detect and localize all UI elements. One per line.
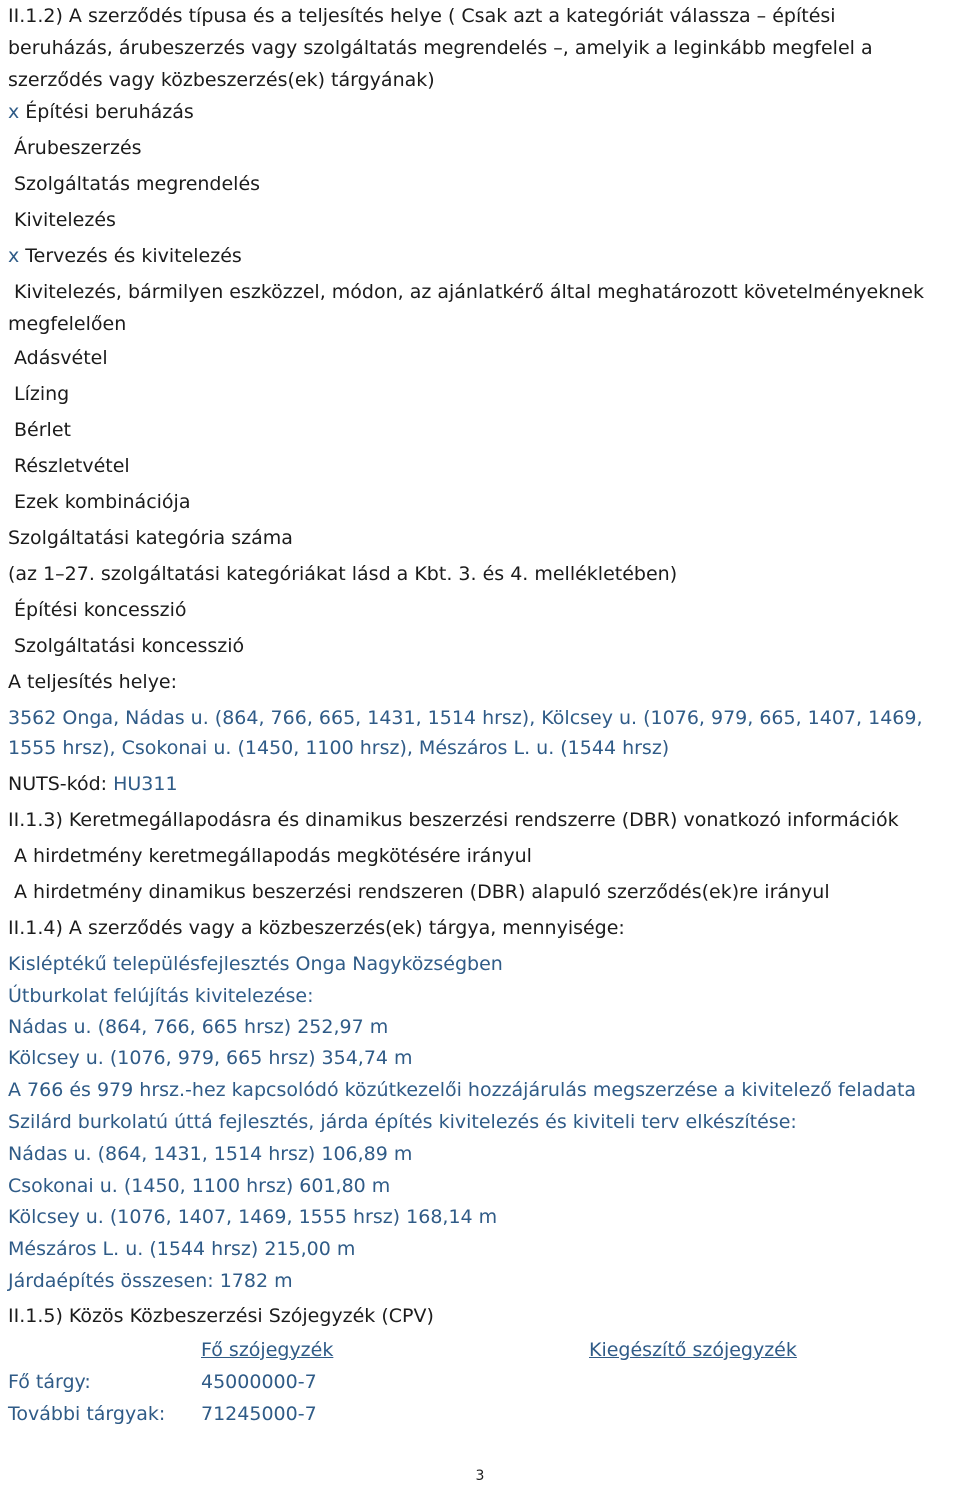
targy-line: Szilárd burkolatú úttá fejlesztés, járda építés kivitelezés és kiviteli terv elkészítése:	[8, 1111, 797, 1133]
option-kivitelezes-barmilyen-line-2: megfelelően	[8, 313, 127, 335]
section-heading-ii-1-2-line-3: szerződés vagy közbeszerzés(ek) tárgyának)	[8, 69, 435, 91]
option-kivitelezes: Kivitelezés	[14, 209, 116, 231]
section-heading-ii-1-3: II.1.3) Keretmegállapodásra és dinamikus beszerzési rendszerre (DBR) vonatkozó információk	[8, 809, 899, 831]
option-adasvetel: Adásvétel	[14, 347, 108, 369]
nuts-kod	[8, 772, 178, 796]
szolgaltatasi-kategoria-label: Szolgáltatási kategória száma	[8, 527, 293, 549]
targy-line: Nádas u. (864, 766, 665 hrsz) 252,97 m	[8, 1016, 389, 1038]
targy-line: Nádas u. (864, 1431, 1514 hrsz) 106,89 m	[8, 1143, 413, 1165]
option-arubeszerzes: Árubeszerzés	[14, 137, 142, 159]
targy-line: Kisléptékű településfejlesztés Onga Nagyközségben	[8, 953, 503, 975]
option-reszletvetel: Részletvétel	[14, 455, 130, 477]
targy-line: Csokonai u. (1450, 1100 hrsz) 601,80 m	[8, 1175, 391, 1197]
selected-mark: x	[8, 101, 20, 123]
nuts-label: NUTS-kód:	[8, 773, 108, 795]
option-berlet: Bérlet	[14, 419, 71, 441]
option-lizing: Lízing	[14, 383, 70, 405]
cpv-tovabbi-targyak-label: További tárgyak:	[8, 1403, 166, 1425]
page-number: 3	[475, 1468, 485, 1484]
option-keretmegallapodas: A hirdetmény keretmegállapodás megkötésére irányul	[14, 845, 532, 867]
targy-line: Mészáros L. u. (1544 hrsz) 215,00 m	[8, 1238, 356, 1260]
targy-line: A 766 és 979 hrsz.-hez kapcsolódó közútkezelői hozzájárulás megszerzése a kivitelező feladata	[8, 1079, 917, 1101]
option-tervezes-es-kivitelezes	[8, 244, 242, 268]
option-kivitelezes-barmilyen-line-1: Kivitelezés, bármilyen eszközzel, módon, az ajánlatkérő által meghatározott követelményeknek	[14, 281, 924, 303]
cpv-fo-szojegyzek-header: Fő szójegyzék	[201, 1339, 334, 1361]
targy-line: Útburkolat felújítás kivitelezése:	[8, 985, 314, 1007]
cpv-kiegeszito-szojegyzek-header: Kiegészítő szójegyzék	[589, 1339, 797, 1361]
cpv-fo-targy-label: Fő tárgy:	[8, 1371, 91, 1393]
option-epitesi-koncesszio: Építési koncesszió	[14, 599, 187, 621]
option-label: Építési beruházás	[25, 101, 194, 123]
nuts-value: HU311	[113, 773, 178, 795]
option-label: Tervezés és kivitelezés	[25, 245, 242, 267]
section-heading-ii-1-2-line-2: beruházás, árubeszerzés vagy szolgáltatás megrendelés –, amelyik a leginkább megfelel a	[8, 37, 873, 59]
teljesites-helye-label: A teljesítés helye:	[8, 671, 178, 693]
targy-line: Járdaépítés összesen: 1782 m	[8, 1270, 293, 1292]
option-epitesi-beruhazas	[8, 100, 194, 124]
targy-line: Kölcsey u. (1076, 979, 665 hrsz) 354,74 m	[8, 1047, 413, 1069]
section-heading-ii-1-2-line-1: II.1.2) A szerződés típusa és a teljesítés helye ( Csak azt a kategóriát válassza – építési	[8, 5, 836, 27]
teljesites-helye-value-line-1: 3562 Onga, Nádas u. (864, 766, 665, 1431, 1514 hrsz), Kölcsey u. (1076, 979, 665, 1407, 1469,	[8, 707, 923, 729]
option-szolgaltatas-megrendeles: Szolgáltatás megrendelés	[14, 173, 261, 195]
section-heading-ii-1-5: II.1.5) Közös Közbeszerzési Szójegyzék (CPV)	[8, 1305, 434, 1327]
cpv-tovabbi-targyak-value: 71245000-7	[201, 1403, 317, 1425]
teljesites-helye-value-line-2: 1555 hrsz), Csokonai u. (1450, 1100 hrsz), Mészáros L. u. (1544 hrsz)	[8, 737, 670, 759]
selected-mark: x	[8, 245, 20, 267]
option-kombinacio: Ezek kombinációja	[14, 491, 191, 513]
targy-line: Kölcsey u. (1076, 1407, 1469, 1555 hrsz) 168,14 m	[8, 1206, 498, 1228]
option-szolgaltatasi-koncesszio: Szolgáltatási koncesszió	[14, 635, 245, 657]
szolgaltatasi-kategoria-note: (az 1–27. szolgáltatási kategóriákat lásd a Kbt. 3. és 4. mellékletében)	[8, 563, 678, 585]
option-dbr: A hirdetmény dinamikus beszerzési rendszeren (DBR) alapuló szerződés(ek)re irányul	[14, 881, 830, 903]
cpv-fo-targy-value: 45000000-7	[201, 1371, 317, 1393]
section-heading-ii-1-4: II.1.4) A szerződés vagy a közbeszerzés(ek) tárgya, mennyisége:	[8, 917, 625, 939]
